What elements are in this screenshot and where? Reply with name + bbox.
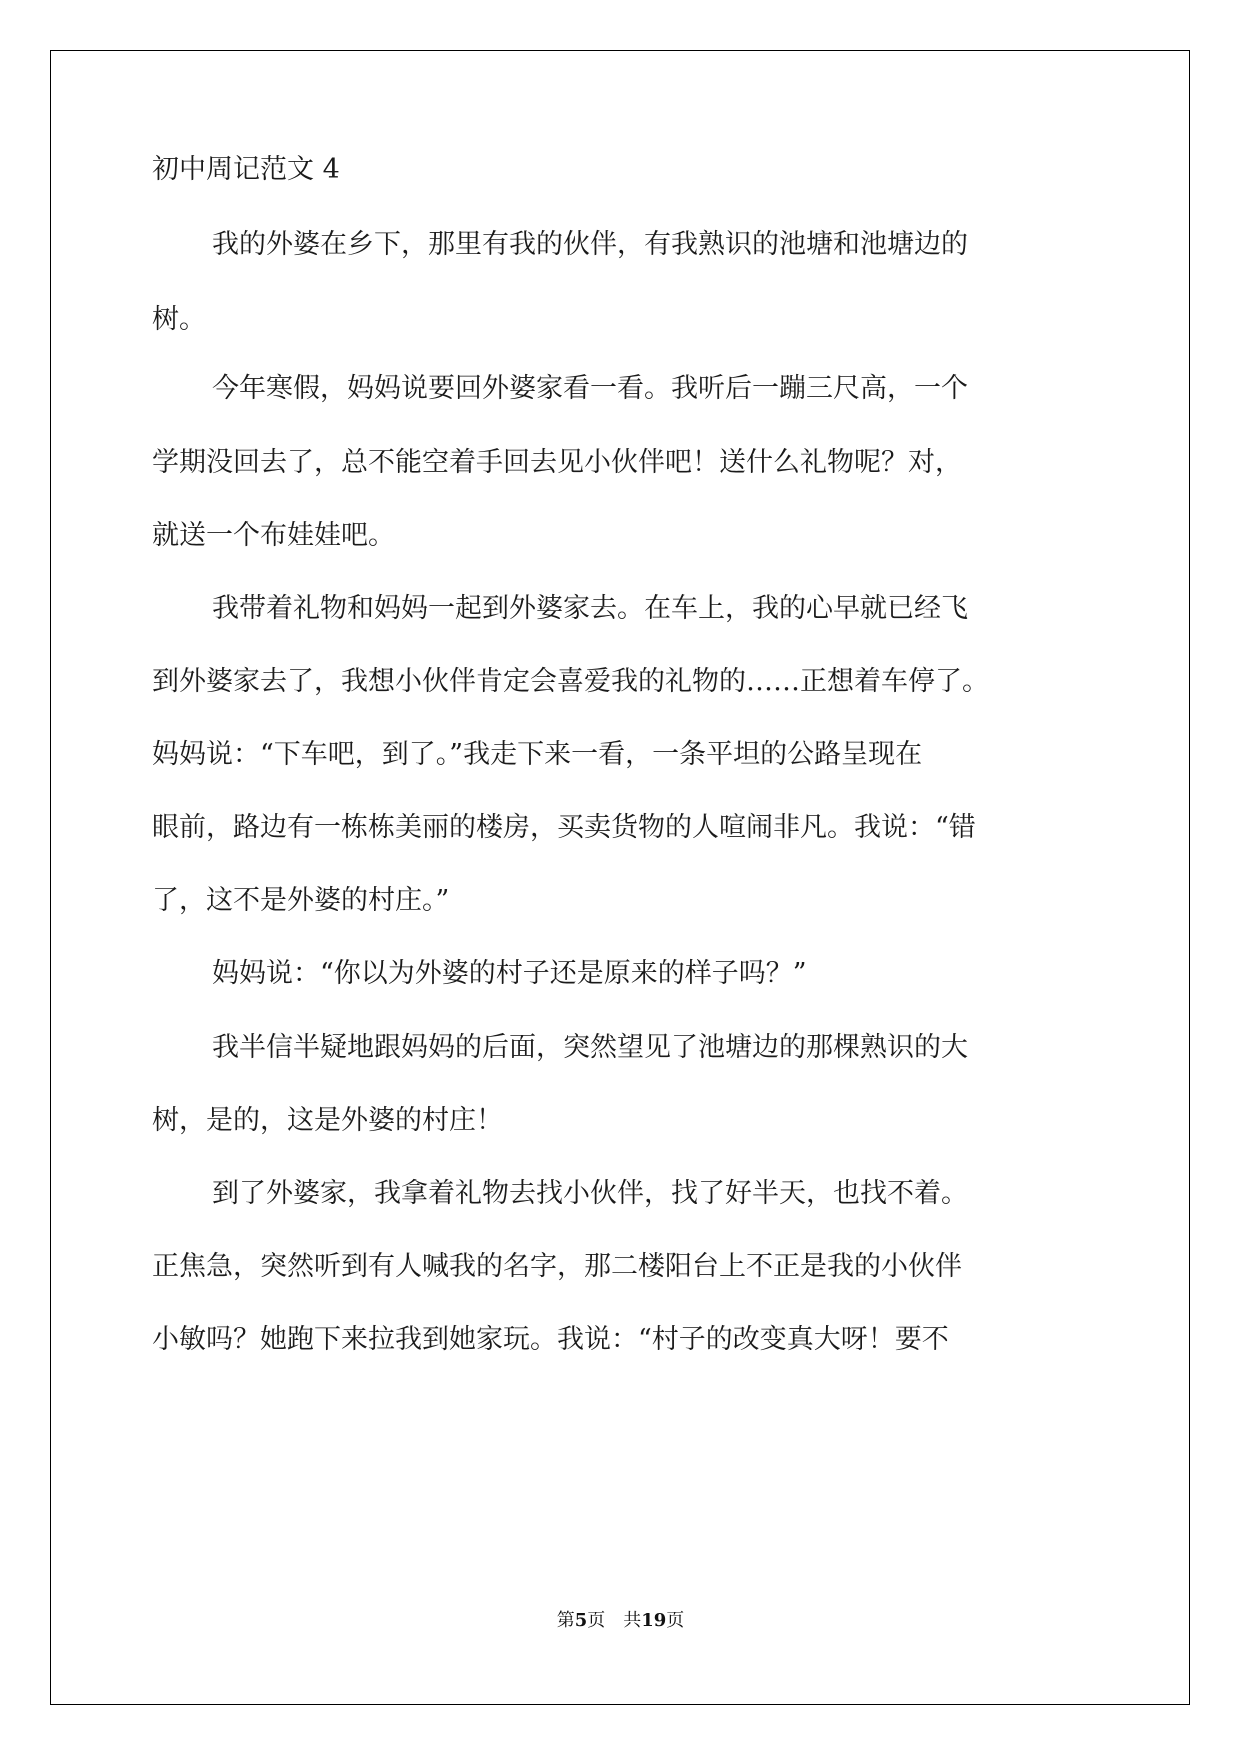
text-line: 眼前，路边有一栋栋美丽的楼房，买卖货物的人喧闹非凡。我说：“错 (152, 812, 976, 843)
page-border (50, 50, 1190, 1705)
text-line: 妈妈说：“你以为外婆的村子还是原来的样子吗？” (212, 958, 807, 989)
text-line: 树，是的，这是外婆的村庄！ (152, 1105, 503, 1136)
text-line: 树。 (152, 304, 206, 335)
text-line: 我带着礼物和妈妈一起到外婆家去。在车上，我的心早就已经飞 (212, 593, 968, 624)
text-line: 我的外婆在乡下，那里有我的伙伴，有我熟识的池塘和池塘边的 (212, 229, 968, 260)
footer-total-prefix: 共 (623, 1610, 642, 1631)
text-line: 学期没回去了，总不能空着手回去见小伙伴吧！送什么礼物呢？对， (152, 447, 962, 478)
footer-total-unit: 页 (666, 1610, 685, 1631)
text-line: 妈妈说：“下车吧，到了。”我走下来一看，一条平坦的公路呈现在 (152, 739, 923, 770)
text-line: 到外婆家去了，我想小伙伴肯定会喜爱我的礼物的……正想着车停了。 (152, 666, 989, 697)
text-line: 到了外婆家，我拿着礼物去找小伙伴，找了好半天，也找不着。 (212, 1178, 968, 1209)
page-number: 5 (574, 1610, 588, 1631)
text-line: 就送一个布娃娃吧。 (152, 520, 395, 551)
footer-page-unit: 页 (587, 1610, 606, 1631)
text-line: 我半信半疑地跟妈妈的后面，突然望见了池塘边的那棵熟识的大 (212, 1032, 968, 1063)
text-line: 今年寒假，妈妈说要回外婆家看一看。我听后一蹦三尺高，一个 (212, 373, 968, 404)
text-line: 正焦急，突然听到有人喊我的名字，那二楼阳台上不正是我的小伙伴 (152, 1251, 962, 1282)
footer-prefix: 第 (556, 1610, 575, 1631)
total-pages: 19 (641, 1610, 667, 1631)
text-line: 小敏吗？她跑下来拉我到她家玩。我说：“村子的改变真大呀！要不 (152, 1324, 949, 1355)
document-title: 初中周记范文 4 (152, 154, 340, 185)
page-footer (0, 1606, 1241, 1632)
text-line: 了，这不是外婆的村庄。” (152, 885, 450, 916)
